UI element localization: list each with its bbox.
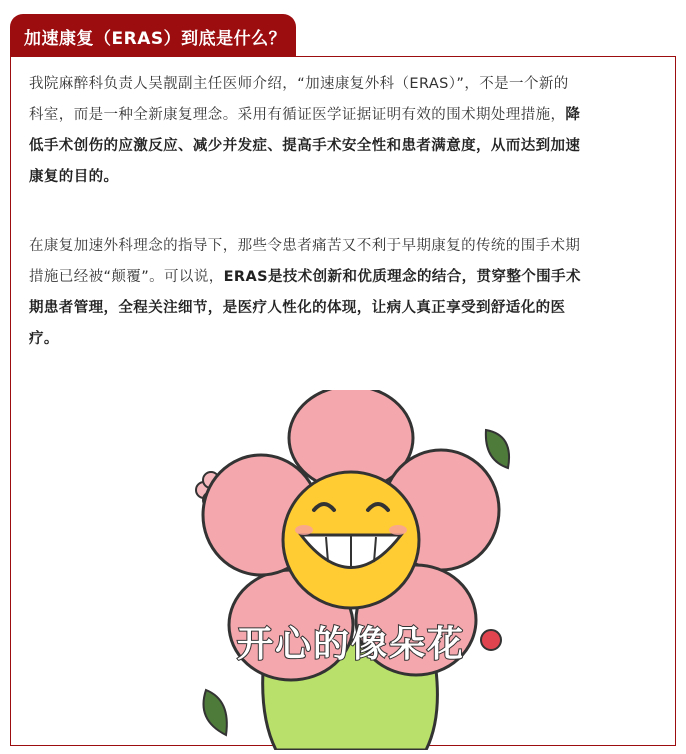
p1-line-2: 科室，而是一种全新康复理念。采用有循证医学证据证明有效的围术期处理措施， <box>29 107 566 123</box>
flower-illustration <box>186 390 516 750</box>
p1-line-1: 我院麻醉科负责人吴靓副主任医师介绍，“加速康复外科（ERAS）”，不是一个新的 <box>29 76 569 92</box>
p2-bold-3: 疗。 <box>29 331 59 347</box>
p2-bold-2: 期患者管理，全程关注细节，是医疗人性化的体现，让病人真正享受到舒适化的医 <box>29 300 566 316</box>
paragraph-1 <box>29 69 661 193</box>
smiling-flower-sticker <box>186 390 516 750</box>
section-title-tab <box>10 14 296 56</box>
section-title: 加速康复（ERAS）到底是什么？ <box>24 29 287 49</box>
p1-bold-1: 降 <box>565 107 581 123</box>
p1-bold-2: 低手术创伤的应激反应、减少并发症、提高手术安全性和患者满意度，从而达到加速 <box>29 138 581 154</box>
p2-line-1: 在康复加速外科理念的指导下，那些令患者痛苦又不利于早期康复的传统的围手术期 <box>29 238 581 254</box>
leaf-icon <box>204 690 227 735</box>
paragraph-2 <box>29 231 661 355</box>
sticker-caption: 开心的像朵花 <box>236 624 465 665</box>
p2-bold-1: ERAS是技术创新和优质理念的结合，贯穿整个围手术 <box>223 269 581 285</box>
content-card <box>10 56 676 746</box>
p2-line-2: 措施已经被“颠覆”。可以说， <box>29 269 224 285</box>
p1-bold-3: 康复的目的。 <box>29 169 119 185</box>
leaf-icon <box>486 430 509 468</box>
